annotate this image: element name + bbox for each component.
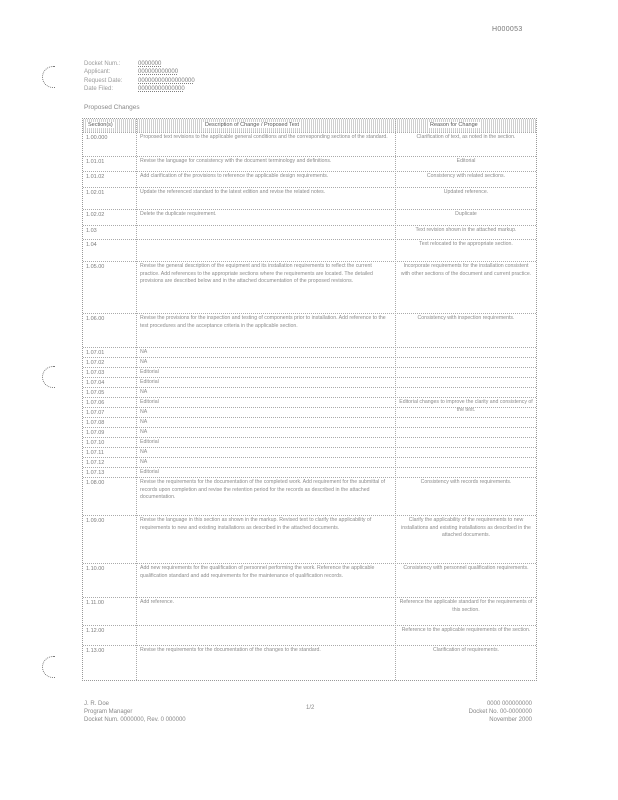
- row-reason: Editorial: [456, 158, 476, 164]
- row-description: Delete the duplicate requirement.: [140, 211, 217, 217]
- footer-left-line: J. R. Doe: [84, 701, 110, 707]
- table-row: [83, 132, 536, 157]
- table-row: [83, 239, 536, 262]
- row-description: Editorial: [140, 439, 159, 445]
- row-section: 1.07.06: [86, 400, 105, 406]
- row-reason: Consistency with related sections.: [426, 173, 506, 179]
- row-description: Editorial: [140, 379, 159, 385]
- row-description: [137, 240, 395, 242]
- table-row: [83, 313, 536, 348]
- binder-hole-mark: [42, 66, 55, 88]
- meta-value: 00000000000000000: [138, 77, 195, 84]
- row-reason: Reference to the applicable requirements of the section.: [401, 627, 531, 633]
- row-reason: Consistency with personnel qualification requirements.: [403, 565, 529, 571]
- meta-label: Date Filed:: [84, 86, 114, 93]
- table-row: [83, 625, 536, 646]
- row-section: 1.00.000: [86, 135, 108, 141]
- row-description: NA: [140, 449, 148, 455]
- row-section: 1.01.02: [86, 174, 105, 180]
- header-reason: Reason for Change: [430, 122, 478, 128]
- row-reason: Duplicate: [455, 211, 477, 217]
- row-description: Revise the provisions for the inspection and testing of components prior to installation. Add reference to the test procedures and the acceptance criteria in the applicable section.: [140, 315, 386, 329]
- row-section: 1.07.13: [86, 470, 105, 476]
- row-section: 1.03: [86, 228, 97, 234]
- meta-value: 000000000000: [138, 69, 179, 76]
- row-description: Editorial: [140, 399, 159, 405]
- row-reason: Text relocated to the appropriate section.: [419, 241, 513, 247]
- row-section: 1.11.00: [86, 600, 104, 606]
- row-reason: Updated reference.: [443, 189, 489, 195]
- binder-hole-mark: [42, 366, 55, 388]
- row-reason: Reference the applicable standard for the requirements of this section.: [399, 599, 533, 613]
- row-section: 1.07.05: [86, 390, 105, 396]
- row-reason: Clarification of text, as noted in the section.: [416, 134, 516, 140]
- table-row: [83, 261, 536, 314]
- row-section: 1.02.02: [86, 212, 105, 218]
- meta-value: 0000000: [138, 61, 162, 67]
- footer-left: [84, 700, 186, 724]
- row-description: Revise the language in this section as shown in the markup. Revised text to clarify the applicability of requirements to new and existing installations as described in the attached documents.: [140, 517, 372, 531]
- footer-left-line: Docket Num. 0000000, Rev. 0 000000: [84, 717, 186, 723]
- row-description: Add clarification of the provisions to reference the applicable design requirements.: [140, 173, 329, 179]
- row-description: Proposed text revisions to the applicable general conditions and the corresponding sections of the standard.: [140, 134, 388, 140]
- meta-label: Request Date:: [84, 77, 123, 84]
- row-section: 1.12.00: [86, 628, 105, 634]
- row-section: 1.10.00: [86, 566, 105, 572]
- table-row: [83, 156, 536, 172]
- footer-right: [452, 700, 532, 724]
- row-section: 1.07.08: [86, 420, 105, 426]
- row-description: [137, 226, 395, 228]
- row-section: 1.13.00: [86, 648, 105, 654]
- row-description: Revise the requirements for the documentation of the changes to the standard.: [140, 647, 321, 653]
- table-row: [83, 515, 536, 564]
- row-description: Revise the requirements for the documentation of the completed work. Add requirement for the submittal of records upon completion and revise the retention period for the records as described in the attached documentation.: [140, 479, 386, 501]
- row-reason: Text revision shown in the attached markup.: [415, 227, 517, 233]
- section-title: Proposed Changes: [84, 104, 140, 111]
- row-description: Update the referenced standard to the latest edition and revise the related notes.: [140, 189, 326, 195]
- table-row: [83, 645, 536, 682]
- footer-left-line: Program Manager: [84, 709, 133, 715]
- row-reason: Editorial changes to improve the clarity and consistency of the text.: [399, 399, 533, 413]
- table-row: [83, 563, 536, 598]
- row-section: 1.06.00: [86, 316, 105, 322]
- row-description: Revise the language for consistency with the document terminology and definitions.: [140, 158, 332, 164]
- table-row: [83, 597, 536, 626]
- row-description: Add new requirements for the qualification of personnel performing the work. Reference the applicable qualification standard and add requirements for the maintenance of qualification records.: [140, 565, 375, 579]
- row-section: 1.05.00: [86, 264, 105, 270]
- footer-right-line: 0000 000000000: [486, 701, 532, 707]
- row-description: [137, 626, 395, 628]
- row-section: 1.07.11: [86, 450, 104, 456]
- row-section: 1.08.00: [86, 480, 105, 486]
- meta-value: 00000000000000: [138, 86, 185, 93]
- row-reason: Consistency with records requirements.: [420, 479, 512, 485]
- row-description: NA: [140, 389, 148, 395]
- page-number: 1/2: [306, 705, 315, 711]
- table-row: [83, 225, 536, 240]
- table-header: [83, 119, 536, 132]
- row-description: NA: [140, 419, 148, 425]
- footer-right-line: November 2000: [489, 717, 532, 723]
- row-section: 1.07.09: [86, 430, 105, 436]
- row-section: 1.04: [86, 242, 97, 248]
- header-description: Description of Change / Proposed Text: [205, 122, 300, 128]
- row-section: 1.07.02: [86, 360, 105, 366]
- binder-hole-mark: [42, 656, 55, 678]
- row-reason: Consistency with inspection requirements.: [417, 315, 515, 321]
- row-reason: Clarify the applicability of the requirements to new installations and existing installations as described in the attached documents.: [401, 517, 531, 539]
- row-description: NA: [140, 349, 148, 355]
- changes-table: [82, 118, 537, 681]
- header-section: Section(s): [88, 122, 113, 128]
- row-description: Editorial: [140, 369, 159, 375]
- meta-label: Docket Num.:: [84, 61, 121, 67]
- row-description: Editorial: [140, 469, 159, 475]
- row-description: NA: [140, 359, 148, 365]
- table-row: [83, 187, 536, 210]
- table-row: [83, 477, 536, 516]
- row-description: NA: [140, 409, 148, 415]
- row-description: Add reference.: [140, 599, 175, 605]
- page-id: H000053: [492, 26, 523, 33]
- table-row: [83, 171, 536, 188]
- row-section: 1.07.04: [86, 380, 105, 386]
- row-reason: Incorporate requirements for the installation consistent with other sections of the document and current practice.: [400, 263, 532, 277]
- footer-right-line: Docket No. 00-0000000: [468, 709, 532, 715]
- table-row: [83, 209, 536, 226]
- row-section: 1.07.10: [86, 440, 105, 446]
- row-section: 1.07.12: [86, 460, 105, 466]
- row-section: 1.07.07: [86, 410, 105, 416]
- row-section: 1.02.01: [86, 190, 105, 196]
- row-description: NA: [140, 429, 148, 435]
- row-section: 1.07.01: [86, 350, 105, 356]
- row-section: 1.01.01: [86, 159, 105, 165]
- row-description: Revise the general description of the equipment and its installation requirements to reflect the current practice. Add references to the appropriate sections where the requirements are located. The detailed provisions are described below and in the attached documentation of the proposed revisions.: [140, 263, 373, 285]
- row-description: NA: [140, 459, 148, 465]
- header-meta: [84, 60, 195, 94]
- row-reason: Clarification of requirements.: [432, 647, 500, 653]
- meta-label: Applicant:: [84, 69, 111, 76]
- row-section: 1.07.03: [86, 370, 105, 376]
- row-section: 1.09.00: [86, 518, 105, 524]
